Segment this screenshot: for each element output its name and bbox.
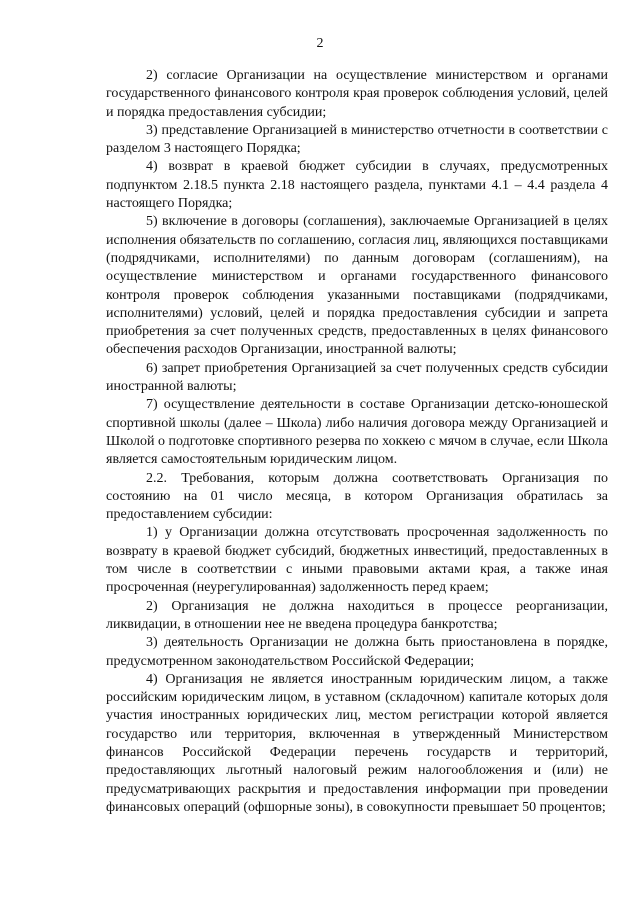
paragraph: 1) у Организации должна отсутствовать просроченная задолженность по возврату в краевой бюджет субсидий, бюджетных инвестиций, предоставленных в том числе в соответствии с иными правовыми актами края, а также иная просроченная (неурегулированная) задолженность перед краем; xyxy=(106,525,608,596)
paragraph: 4) Организация не является иностранным юридическим лицом, а также российским юридическим лицом, в уставном (складочном) капитале которых доля участия иностранных юридических лиц, местом регистрации которой является государство или территория, включенная в утвержденный Министерством финансов Российской Федерации перечень государств и территорий, предоставляющих льготный налоговый режим налогообложения и (или) не предусматривающих раскрытия и предоставления информации при проведении финансовых операций (офшорные зоны), в совокупности превышает 50 процентов; xyxy=(106,671,608,815)
paragraph: 2) согласие Организации на осуществление министерством и органами государственного финансового контроля края проверок соблюдения условий, целей и порядка предоставления субсидии; xyxy=(106,68,608,120)
page-number: 2 xyxy=(316,36,324,51)
body-text xyxy=(106,67,608,817)
paragraph: 5) включение в договоры (соглашения), заключаемые Организацией в целях исполнения обязательств по соглашению, согласия лиц, являющихся поставщиками (подрядчиками, исполнителями) по данным договорам (соглашениям), на осуществление министерством и органами государственного финансового контроля проверок соблюдения указанными поставщиками (подрядчиками, исполнителями) условий, целей и порядка предоставления субсидии и запрета приобретения за счет полученных средств, предоставленных в целях финансового обеспечения расходов Организации, иностранной валюты; xyxy=(106,214,608,358)
paragraph: 6) запрет приобретения Организацией за счет полученных средств субсидии иностранной валюты; xyxy=(106,360,608,395)
paragraph: 2) Организация не должна находиться в процессе реорганизации, ликвидации, в отношении нее не введена процедура банкротства; xyxy=(106,598,608,632)
paragraph: 3) представление Организацией в министерство отчетности в соответствии с разделом 3 настоящего Порядка; xyxy=(106,122,608,157)
paragraph: 7) осуществление деятельности в составе Организации детско-юношеской спортивной школы (далее – Школа) либо наличия договора между Организацией и Школой о подготовке спортивного резерва по хоккею с мячом в случае, если Школа является самостоятельным юридическим лицом. xyxy=(106,397,608,468)
paragraph: 2.2. Требования, которым должна соответствовать Организация по состоянию на 01 число месяца, в котором Организация обратилась за предоставлением субсидии: xyxy=(106,470,608,523)
paragraph: 3) деятельность Организации не должна быть приостановлена в порядке, предусмотренном законодательством Российской Федерации; xyxy=(106,635,608,669)
paragraph: 4) возврат в краевой бюджет субсидии в случаях, предусмотренных подпунктом 2.18.5 пункта 2.18 настоящего раздела, пунктами 4.1 – 4.4 раздела 4 настоящего Порядка; xyxy=(106,159,608,212)
